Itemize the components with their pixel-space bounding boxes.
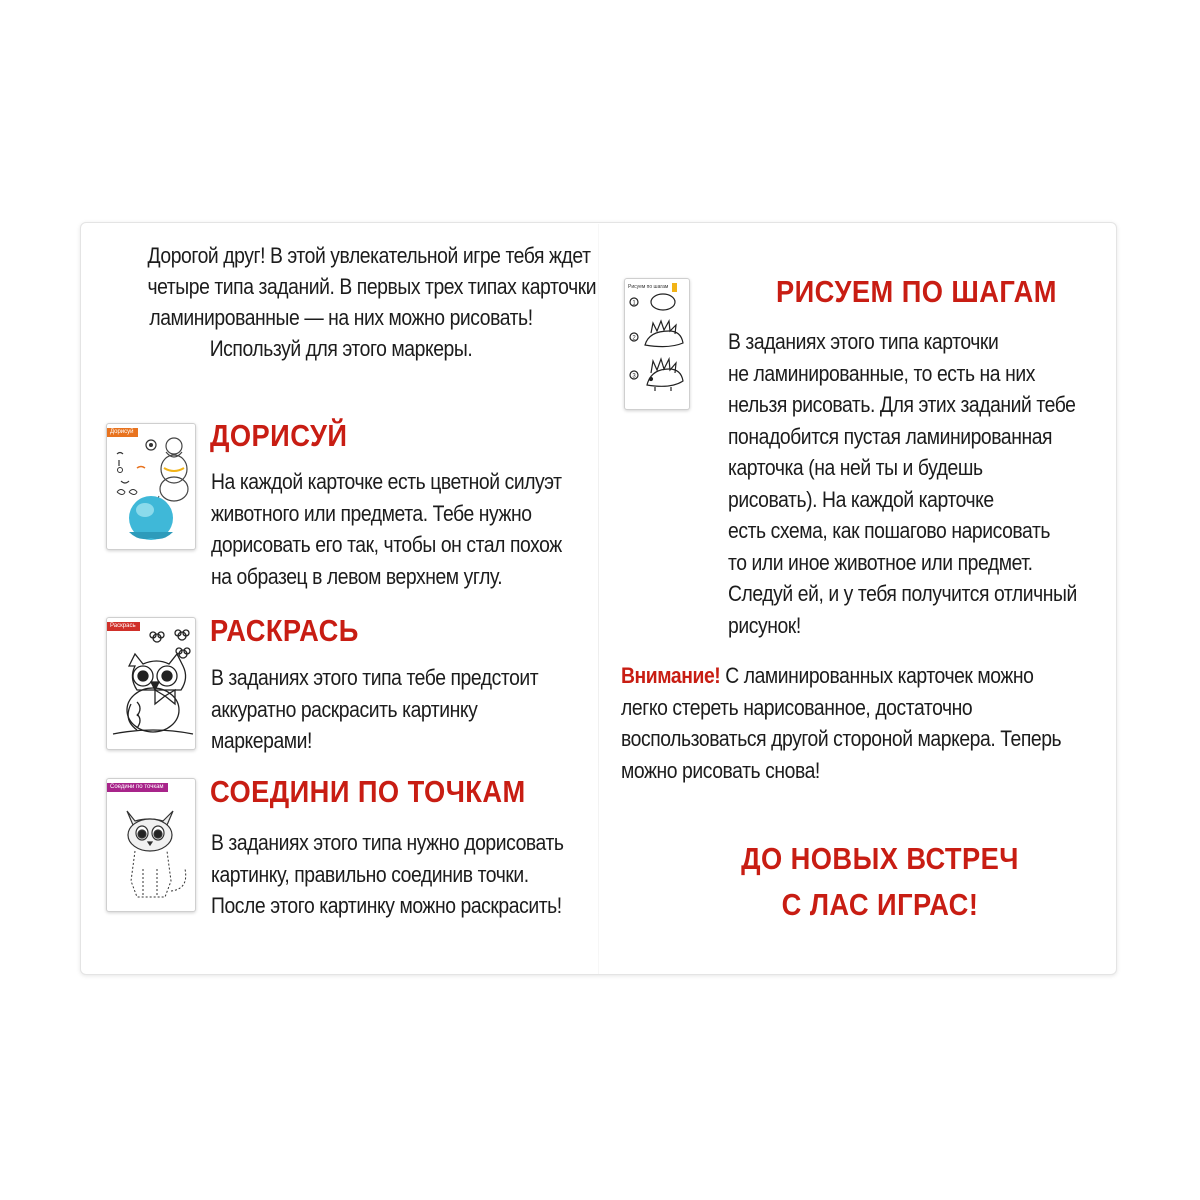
card-tag: Рисуем по шагам bbox=[625, 283, 677, 292]
text-line: рисунок! bbox=[728, 612, 801, 638]
attention-first-line bbox=[621, 660, 1061, 692]
text-line: то или иное животное или предмет. bbox=[728, 549, 1033, 575]
section-text-coloring bbox=[211, 662, 592, 757]
step-number: 1 bbox=[632, 300, 636, 307]
intro-line: Используй для этого маркеры. bbox=[209, 336, 473, 361]
card-thumbnail-step-by-step bbox=[624, 278, 690, 410]
attention-label: Внимание! bbox=[621, 663, 721, 688]
card-tag: Соедини по точкам bbox=[107, 783, 168, 792]
text-line: рисовать). На каждой карточке bbox=[728, 486, 994, 512]
text-line: После этого картинку можно раскрасить! bbox=[211, 893, 562, 918]
attention-text: С ламинированных карточек можно bbox=[720, 663, 1034, 688]
section-title-draw-finish: ДОРИСУЙ bbox=[210, 418, 348, 453]
text-line: В заданиях этого типа карточки bbox=[728, 329, 999, 354]
text-line: В заданиях этого типа нужно дорисовать bbox=[211, 830, 564, 855]
card-tag: Дорисуй bbox=[107, 428, 138, 437]
text-line: воспользоваться другой стороной маркера. Теперь bbox=[621, 726, 1062, 751]
text-line: нельзя рисовать. Для этих заданий тебе bbox=[728, 392, 1076, 417]
step-number: 2 bbox=[632, 335, 636, 342]
intro-paragraph bbox=[116, 240, 597, 364]
text-line: маркерами! bbox=[211, 728, 312, 753]
section-text-step-by-step bbox=[728, 326, 1134, 641]
text-line: животного или предмета. Тебе нужно bbox=[211, 500, 532, 526]
penguin-sample-illustration bbox=[107, 424, 195, 549]
text-line: Следуй ей, и у тебя получится отличный bbox=[728, 581, 1077, 606]
text-line: аккуратно раскрасить картинку bbox=[211, 696, 478, 722]
section-title-step-by-step: РИСУЕМ ПО ШАГАМ bbox=[776, 274, 1057, 309]
card-thumbnail-draw-finish bbox=[106, 423, 196, 550]
farewell-heading bbox=[700, 836, 1060, 928]
text-line: На каждой карточке есть цветной силуэт bbox=[211, 469, 562, 494]
cat-dots-illustration bbox=[107, 779, 195, 911]
attention-paragraph bbox=[621, 660, 1133, 786]
text-line: не ламинированные, то есть на них bbox=[728, 360, 1035, 386]
section-text-draw-finish bbox=[211, 466, 619, 592]
text-line: В заданиях этого типа тебе предстоит bbox=[211, 665, 539, 690]
owl-coloring-illustration bbox=[107, 618, 195, 749]
intro-line: Дорогой друг! В этой увлекательной игре тебя ждет bbox=[147, 243, 591, 268]
farewell-line: ДО НОВЫХ ВСТРЕЧ bbox=[741, 841, 1019, 876]
text-line: можно рисовать снова! bbox=[621, 757, 820, 783]
farewell-line: С ЛАС ИГРАС! bbox=[781, 887, 979, 922]
text-line: понадобится пустая ламинированная bbox=[728, 423, 1053, 449]
intro-line: ламинированные — на них можно рисовать! bbox=[149, 305, 533, 330]
text-line: карточка (на ней ты и будешь bbox=[728, 455, 983, 480]
text-line: на образец в левом верхнем углу. bbox=[211, 563, 503, 589]
text-line: картинку, правильно соединив точки. bbox=[211, 861, 529, 887]
card-thumbnail-coloring bbox=[106, 617, 196, 750]
step-number: 3 bbox=[632, 373, 636, 380]
card-tag: Раскрась bbox=[107, 622, 140, 631]
section-text-connect-dots bbox=[211, 827, 621, 922]
section-title-coloring: РАСКРАСЬ bbox=[210, 613, 359, 648]
text-line: легко стереть нарисованное, достаточно bbox=[621, 694, 973, 720]
hedgehog-steps-illustration bbox=[625, 279, 689, 409]
card-thumbnail-connect-dots bbox=[106, 778, 196, 912]
text-line: дорисовать его так, чтобы он стал похож bbox=[211, 532, 562, 557]
intro-line: четыре типа заданий. В первых трех типах карточки bbox=[147, 274, 597, 299]
text-line: есть схема, как пошагово нарисовать bbox=[728, 518, 1051, 543]
section-title-connect-dots: СОЕДИНИ ПО ТОЧКАМ bbox=[210, 774, 526, 809]
